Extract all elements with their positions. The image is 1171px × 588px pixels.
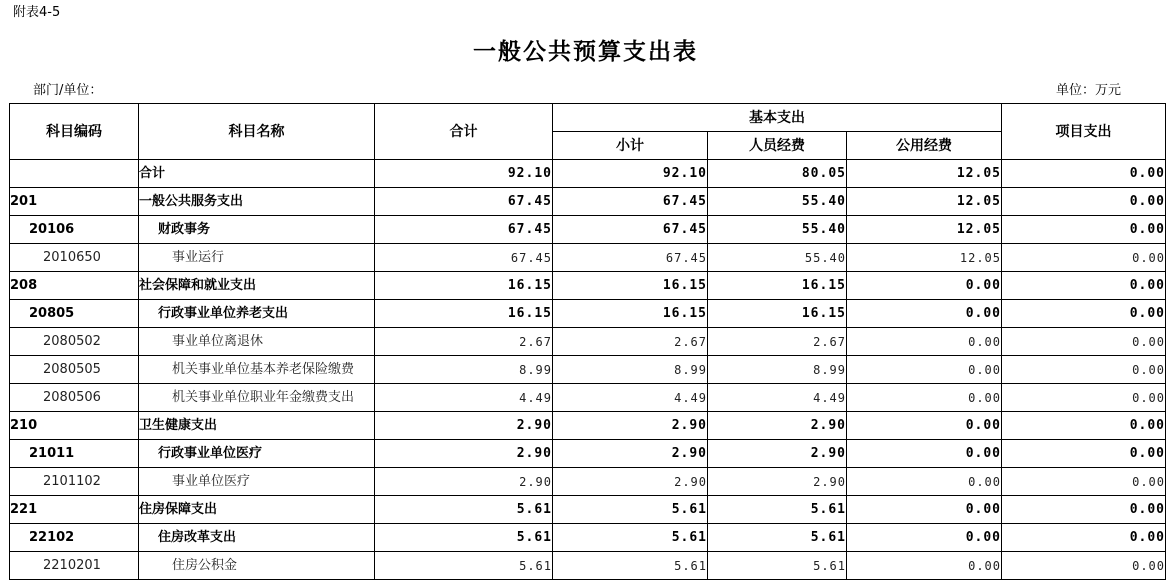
cell-public: 12.05 xyxy=(847,244,1002,272)
cell-total: 67.45 xyxy=(375,216,553,244)
cell-project: 0.00 xyxy=(1002,272,1166,300)
table-body xyxy=(10,160,1166,580)
header-personnel: 人员经费 xyxy=(708,132,847,160)
cell-subtotal: 2.90 xyxy=(553,468,708,496)
cell-subtotal: 5.61 xyxy=(553,496,708,524)
cell-personnel: 5.61 xyxy=(708,496,847,524)
cell-name: 事业运行 xyxy=(139,244,375,272)
header-code: 科目编码 xyxy=(10,104,139,160)
cell-public: 0.00 xyxy=(847,496,1002,524)
cell-public: 0.00 xyxy=(847,412,1002,440)
cell-project: 0.00 xyxy=(1002,216,1166,244)
cell-code: 2101102 xyxy=(10,468,139,496)
cell-name: 财政事务 xyxy=(139,216,375,244)
cell-total: 4.49 xyxy=(375,384,553,412)
cell-project: 0.00 xyxy=(1002,160,1166,188)
cell-subtotal: 8.99 xyxy=(553,356,708,384)
cell-subtotal: 5.61 xyxy=(553,552,708,580)
header-name: 科目名称 xyxy=(139,104,375,160)
cell-personnel: 80.05 xyxy=(708,160,847,188)
cell-subtotal: 67.45 xyxy=(553,216,708,244)
cell-personnel: 4.49 xyxy=(708,384,847,412)
cell-personnel: 55.40 xyxy=(708,188,847,216)
table-row xyxy=(10,356,1166,384)
cell-subtotal: 4.49 xyxy=(553,384,708,412)
table-row xyxy=(10,216,1166,244)
cell-total: 92.10 xyxy=(375,160,553,188)
cell-total: 67.45 xyxy=(375,188,553,216)
cell-project: 0.00 xyxy=(1002,300,1166,328)
cell-personnel: 5.61 xyxy=(708,552,847,580)
table-row xyxy=(10,384,1166,412)
cell-subtotal: 5.61 xyxy=(553,524,708,552)
table-row xyxy=(10,272,1166,300)
cell-total: 16.15 xyxy=(375,272,553,300)
cell-name: 行政事业单位养老支出 xyxy=(139,300,375,328)
table-row xyxy=(10,328,1166,356)
header-total: 合计 xyxy=(375,104,553,160)
cell-public: 0.00 xyxy=(847,384,1002,412)
cell-subtotal: 2.67 xyxy=(553,328,708,356)
table-row xyxy=(10,552,1166,580)
cell-personnel: 8.99 xyxy=(708,356,847,384)
cell-subtotal: 2.90 xyxy=(553,440,708,468)
cell-code: 2080502 xyxy=(10,328,139,356)
table-row xyxy=(10,412,1166,440)
cell-project: 0.00 xyxy=(1002,384,1166,412)
cell-personnel: 2.90 xyxy=(708,440,847,468)
cell-name: 住房保障支出 xyxy=(139,496,375,524)
table-row xyxy=(10,440,1166,468)
table-row xyxy=(10,524,1166,552)
cell-public: 12.05 xyxy=(847,216,1002,244)
cell-project: 0.00 xyxy=(1002,188,1166,216)
cell-name: 住房公积金 xyxy=(139,552,375,580)
page-title: 一般公共预算支出表 xyxy=(473,38,698,65)
cell-personnel: 2.90 xyxy=(708,412,847,440)
cell-code: 2210201 xyxy=(10,552,139,580)
header-subtotal: 小计 xyxy=(553,132,708,160)
cell-public: 0.00 xyxy=(847,272,1002,300)
cell-name: 事业单位离退休 xyxy=(139,328,375,356)
header-basic-expenditure: 基本支出 xyxy=(553,104,1002,132)
cell-project: 0.00 xyxy=(1002,496,1166,524)
department-label: 部门/单位： xyxy=(33,83,103,98)
cell-code: 201 xyxy=(10,188,139,216)
table-row xyxy=(10,160,1166,188)
cell-code: 2080506 xyxy=(10,384,139,412)
cell-code xyxy=(10,160,139,188)
cell-name: 住房改革支出 xyxy=(139,524,375,552)
cell-subtotal: 67.45 xyxy=(553,244,708,272)
cell-code: 20805 xyxy=(10,300,139,328)
cell-personnel: 2.67 xyxy=(708,328,847,356)
cell-project: 0.00 xyxy=(1002,552,1166,580)
cell-personnel: 2.90 xyxy=(708,468,847,496)
cell-name: 社会保障和就业支出 xyxy=(139,272,375,300)
cell-total: 5.61 xyxy=(375,524,553,552)
cell-total: 2.90 xyxy=(375,412,553,440)
cell-total: 8.99 xyxy=(375,356,553,384)
header-public: 公用经费 xyxy=(847,132,1002,160)
cell-project: 0.00 xyxy=(1002,328,1166,356)
cell-public: 0.00 xyxy=(847,356,1002,384)
cell-code: 21011 xyxy=(10,440,139,468)
cell-subtotal: 16.15 xyxy=(553,300,708,328)
cell-name: 机关事业单位基本养老保险缴费 xyxy=(139,356,375,384)
cell-name: 合计 xyxy=(139,160,375,188)
cell-subtotal: 92.10 xyxy=(553,160,708,188)
cell-total: 5.61 xyxy=(375,552,553,580)
cell-code: 208 xyxy=(10,272,139,300)
table-row xyxy=(10,300,1166,328)
table-row xyxy=(10,468,1166,496)
cell-project: 0.00 xyxy=(1002,412,1166,440)
cell-total: 67.45 xyxy=(375,244,553,272)
cell-code: 210 xyxy=(10,412,139,440)
cell-code: 2010650 xyxy=(10,244,139,272)
cell-name: 卫生健康支出 xyxy=(139,412,375,440)
cell-total: 16.15 xyxy=(375,300,553,328)
unit-label: 单位：万元 xyxy=(1055,83,1121,98)
cell-public: 0.00 xyxy=(847,328,1002,356)
cell-code: 221 xyxy=(10,496,139,524)
cell-code: 2080505 xyxy=(10,356,139,384)
cell-name: 一般公共服务支出 xyxy=(139,188,375,216)
cell-public: 0.00 xyxy=(847,300,1002,328)
cell-code: 20106 xyxy=(10,216,139,244)
header-project-expenditure: 项目支出 xyxy=(1002,104,1166,160)
cell-subtotal: 16.15 xyxy=(553,272,708,300)
cell-project: 0.00 xyxy=(1002,468,1166,496)
cell-subtotal: 2.90 xyxy=(553,412,708,440)
cell-total: 5.61 xyxy=(375,496,553,524)
appendix-label: 附表4-5 xyxy=(13,5,61,20)
header-row-top xyxy=(10,104,1166,132)
cell-total: 2.90 xyxy=(375,468,553,496)
cell-personnel: 16.15 xyxy=(708,300,847,328)
budget-table xyxy=(9,103,1166,580)
cell-personnel: 55.40 xyxy=(708,244,847,272)
cell-subtotal: 67.45 xyxy=(553,188,708,216)
cell-name: 事业单位医疗 xyxy=(139,468,375,496)
cell-project: 0.00 xyxy=(1002,244,1166,272)
cell-public: 0.00 xyxy=(847,524,1002,552)
cell-name: 机关事业单位职业年金缴费支出 xyxy=(139,384,375,412)
table-row xyxy=(10,244,1166,272)
cell-public: 0.00 xyxy=(847,440,1002,468)
cell-total: 2.67 xyxy=(375,328,553,356)
cell-project: 0.00 xyxy=(1002,356,1166,384)
cell-project: 0.00 xyxy=(1002,440,1166,468)
cell-public: 0.00 xyxy=(847,552,1002,580)
cell-project: 0.00 xyxy=(1002,524,1166,552)
table-row xyxy=(10,496,1166,524)
cell-total: 2.90 xyxy=(375,440,553,468)
cell-public: 12.05 xyxy=(847,160,1002,188)
cell-personnel: 5.61 xyxy=(708,524,847,552)
table-row xyxy=(10,188,1166,216)
cell-name: 行政事业单位医疗 xyxy=(139,440,375,468)
cell-personnel: 55.40 xyxy=(708,216,847,244)
cell-public: 0.00 xyxy=(847,468,1002,496)
cell-public: 12.05 xyxy=(847,188,1002,216)
cell-code: 22102 xyxy=(10,524,139,552)
cell-personnel: 16.15 xyxy=(708,272,847,300)
